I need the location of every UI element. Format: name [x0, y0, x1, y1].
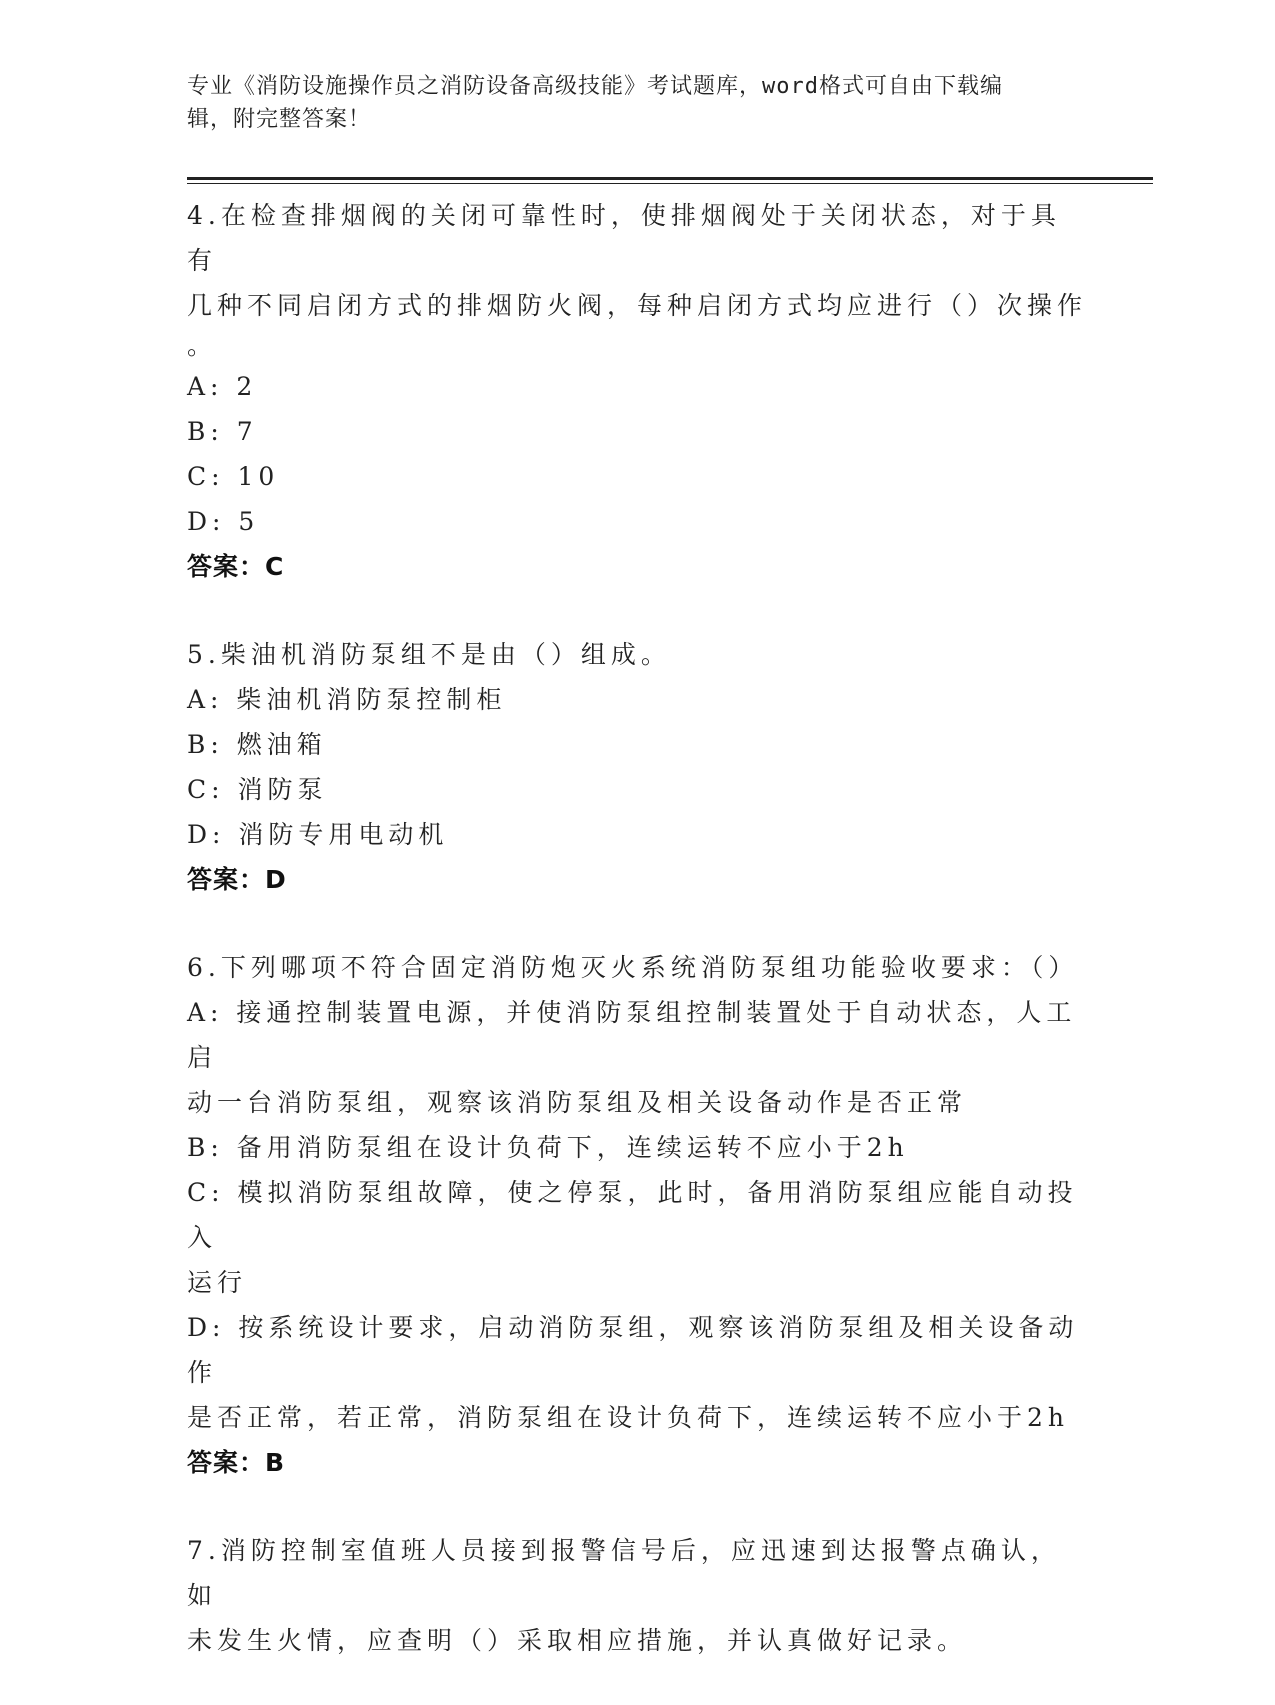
option-d: D: 5	[187, 507, 260, 536]
question-text-line: 。	[187, 331, 218, 360]
question-text-line: 7.消防控制室值班人员接到报警信号后，应迅速到达报警点确认，如	[187, 1536, 1061, 1610]
option-d: D: 消防专用电动机	[187, 820, 449, 849]
option-c: C: 10	[187, 462, 280, 491]
document-header	[187, 70, 1067, 136]
option-c: C: 消防泵	[187, 775, 328, 804]
answer-line: 答案：C	[187, 552, 285, 581]
option-d-continued: 是否正常，若正常，消防泵组在设计负荷下，连续运转不应小于2h	[187, 1403, 1070, 1432]
option-b: B: 7	[187, 417, 258, 446]
question-6	[187, 945, 1087, 1486]
question-list	[187, 193, 1087, 1705]
header-line-2: 辑，附完整答案！	[187, 107, 372, 132]
option-b: B: 燃油箱	[187, 730, 327, 759]
question-text-line: 4.在检查排烟阀的关闭可靠性时，使排烟阀处于关闭状态，对于具有	[187, 201, 1061, 275]
header-rule-thick	[187, 177, 1153, 180]
question-text-line: 6.下列哪项不符合固定消防炮灭火系统消防泵组功能验收要求：（）	[187, 953, 1079, 982]
header-rule-thin	[187, 183, 1153, 184]
option-c: C: 模拟消防泵组故障，使之停泵，此时，备用消防泵组应能自动投入	[187, 1178, 1078, 1252]
question-text-line: 5.柴油机消防泵组不是由（）组成。	[187, 640, 671, 669]
question-text-line: 几种不同启闭方式的排烟防火阀，每种启闭方式均应进行（）次操作	[187, 291, 1088, 320]
question-4	[187, 193, 1087, 590]
header-line-1: 专业《消防设施操作员之消防设备高级技能》考试题库，word格式可自由下载编	[187, 74, 1003, 99]
question-5	[187, 632, 1087, 903]
option-a: A: 2	[187, 372, 258, 401]
option-a: A: 接通控制装置电源，并使消防泵组控制装置处于自动状态，人工启	[187, 998, 1077, 1072]
question-7	[187, 1528, 1087, 1663]
answer-line: 答案：D	[187, 865, 287, 894]
question-text-line: 未发生火情，应查明（）采取相应措施，并认真做好记录。	[187, 1626, 968, 1655]
option-a: A: 柴油机消防泵控制柜	[187, 685, 507, 714]
option-d: D: 按系统设计要求，启动消防泵组，观察该消防泵组及相关设备动作	[187, 1313, 1079, 1387]
answer-line: 答案：B	[187, 1448, 286, 1477]
option-c-continued: 运行	[187, 1268, 248, 1297]
option-a-continued: 动一台消防泵组，观察该消防泵组及相关设备动作是否正常	[187, 1088, 968, 1117]
option-b: B: 备用消防泵组在设计负荷下，连续运转不应小于2h	[187, 1133, 909, 1162]
